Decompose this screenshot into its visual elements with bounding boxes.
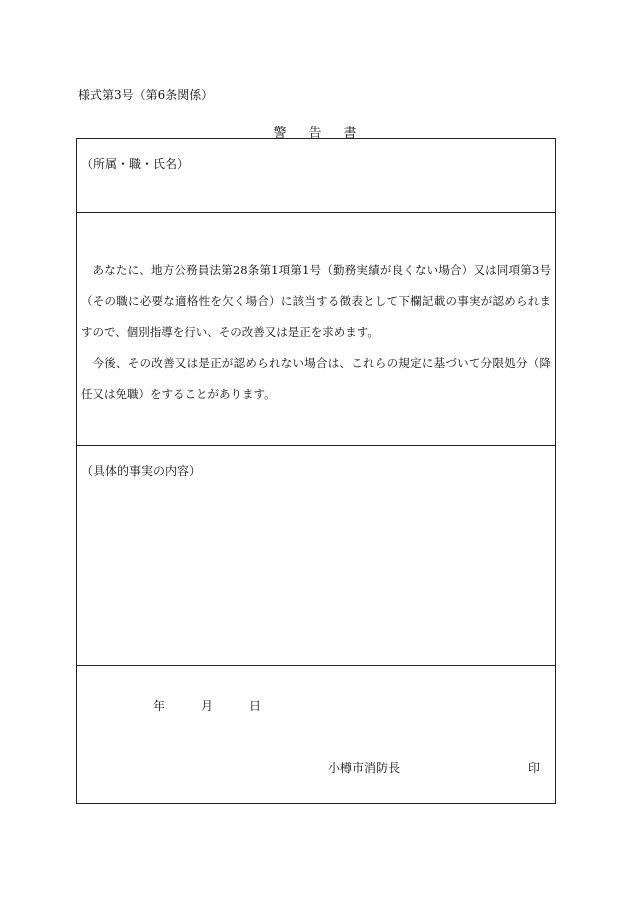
- date-month-label: 月: [201, 699, 214, 713]
- facts-field-label: （具体的事実の内容）: [81, 464, 202, 478]
- name-section: [77, 139, 555, 213]
- date-year-label: 年: [153, 699, 166, 713]
- signature-section: [77, 666, 555, 803]
- seal-mark: 印: [528, 761, 541, 775]
- document-title: 警告書: [273, 126, 379, 141]
- facts-section: [77, 446, 555, 666]
- warning-paragraph-2: 今後、その改善又は是正が認められない場合は、これらの規定に基づいて分限処分（降任又は免職）をすることがあります。: [81, 356, 551, 401]
- form-number: 様式第3号（第6条関係）: [78, 88, 214, 102]
- date-day-label: 日: [249, 699, 262, 713]
- issuer-name: 小樽市消防長: [328, 761, 401, 775]
- warning-paragraph-1: あなたに、地方公務員法第28条第1項第1号（勤務実績が良くない場合）又は同項第3号（その職に必要な適格性を欠く場合）に該当する徴表として下欄記載の事実が認められますので、個別指導を行い、その改善又は是正を求めます。: [81, 263, 551, 339]
- name-field-label: （所属・職・氏名）: [81, 157, 190, 171]
- warning-body-text: [81, 255, 551, 410]
- warning-form-table: [76, 138, 556, 804]
- warning-body-section: [77, 213, 555, 446]
